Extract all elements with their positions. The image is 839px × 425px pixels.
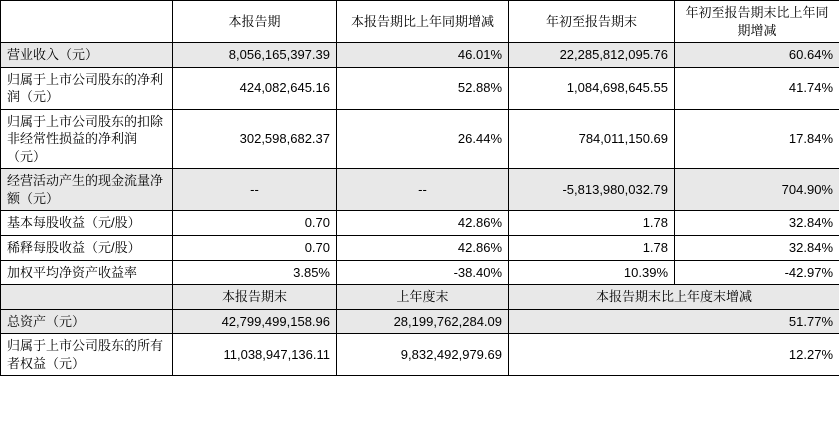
cell-net-profit-ytd: 1,084,698,645.55	[509, 67, 675, 109]
subheader-cell-period-end: 本报告期末	[173, 285, 337, 310]
cell-total-assets-prior-year-end: 28,199,762,284.09	[337, 309, 509, 334]
cell-weighted-roe-ytd: 10.39%	[509, 260, 675, 285]
table-row	[1, 109, 839, 169]
subheader-cell-change: 本报告期末比上年度末增减	[509, 285, 839, 310]
row-label-equity: 归属于上市公司股东的所有者权益（元）	[1, 334, 173, 376]
row-label-weighted-roe: 加权平均净资产收益率	[1, 260, 173, 285]
cell-basic-eps-ytd-yoy: 32.84%	[675, 211, 839, 236]
cell-diluted-eps-period: 0.70	[173, 236, 337, 261]
table-row	[1, 169, 839, 211]
cell-operating-cashflow-ytd-yoy: 704.90%	[675, 169, 839, 211]
cell-adjusted-net-profit-ytd-yoy: 17.84%	[675, 109, 839, 169]
table-row	[1, 309, 839, 334]
cell-weighted-roe-ytd-yoy: -42.97%	[675, 260, 839, 285]
cell-revenue-ytd: 22,285,812,095.76	[509, 43, 675, 68]
cell-operating-cashflow-ytd: -5,813,980,032.79	[509, 169, 675, 211]
row-label-adjusted-net-profit: 归属于上市公司股东的扣除非经常性损益的净利润（元）	[1, 109, 173, 169]
cell-basic-eps-period-yoy: 42.86%	[337, 211, 509, 236]
cell-basic-eps-period: 0.70	[173, 211, 337, 236]
cell-diluted-eps-ytd: 1.78	[509, 236, 675, 261]
cell-equity-prior-year-end: 9,832,492,979.69	[337, 334, 509, 376]
cell-operating-cashflow-period-yoy: --	[337, 169, 509, 211]
header-cell-ytd-yoy: 年初至报告期末比上年同期增减	[675, 1, 839, 43]
table-row	[1, 211, 839, 236]
cell-diluted-eps-ytd-yoy: 32.84%	[675, 236, 839, 261]
cell-equity-change: 12.27%	[509, 334, 839, 376]
cell-net-profit-period-yoy: 52.88%	[337, 67, 509, 109]
header-cell-ytd: 年初至报告期末	[509, 1, 675, 43]
table-row	[1, 260, 839, 285]
subheader-cell-prior-year-end: 上年度末	[337, 285, 509, 310]
cell-revenue-period-yoy: 46.01%	[337, 43, 509, 68]
cell-total-assets-change: 51.77%	[509, 309, 839, 334]
cell-adjusted-net-profit-ytd: 784,011,150.69	[509, 109, 675, 169]
table-header-row	[1, 1, 839, 43]
header-cell-period-yoy: 本报告期比上年同期增减	[337, 1, 509, 43]
table-row	[1, 43, 839, 68]
cell-total-assets-period-end: 42,799,499,158.96	[173, 309, 337, 334]
header-cell-blank	[1, 1, 173, 43]
row-label-operating-cashflow: 经营活动产生的现金流量净额（元）	[1, 169, 173, 211]
table-row	[1, 236, 839, 261]
cell-weighted-roe-period: 3.85%	[173, 260, 337, 285]
cell-revenue-ytd-yoy: 60.64%	[675, 43, 839, 68]
cell-operating-cashflow-period: --	[173, 169, 337, 211]
table-row	[1, 67, 839, 109]
cell-equity-period-end: 11,038,947,136.11	[173, 334, 337, 376]
cell-basic-eps-ytd: 1.78	[509, 211, 675, 236]
cell-adjusted-net-profit-period: 302,598,682.37	[173, 109, 337, 169]
table-row	[1, 334, 839, 376]
table-subheader-row	[1, 285, 839, 310]
header-cell-period: 本报告期	[173, 1, 337, 43]
row-label-diluted-eps: 稀释每股收益（元/股）	[1, 236, 173, 261]
cell-net-profit-period: 424,082,645.16	[173, 67, 337, 109]
row-label-basic-eps: 基本每股收益（元/股）	[1, 211, 173, 236]
cell-net-profit-ytd-yoy: 41.74%	[675, 67, 839, 109]
cell-weighted-roe-period-yoy: -38.40%	[337, 260, 509, 285]
subheader-cell-blank	[1, 285, 173, 310]
cell-adjusted-net-profit-period-yoy: 26.44%	[337, 109, 509, 169]
row-label-revenue: 营业收入（元）	[1, 43, 173, 68]
row-label-net-profit: 归属于上市公司股东的净利润（元）	[1, 67, 173, 109]
cell-diluted-eps-period-yoy: 42.86%	[337, 236, 509, 261]
cell-revenue-period: 8,056,165,397.39	[173, 43, 337, 68]
row-label-total-assets: 总资产（元）	[1, 309, 173, 334]
